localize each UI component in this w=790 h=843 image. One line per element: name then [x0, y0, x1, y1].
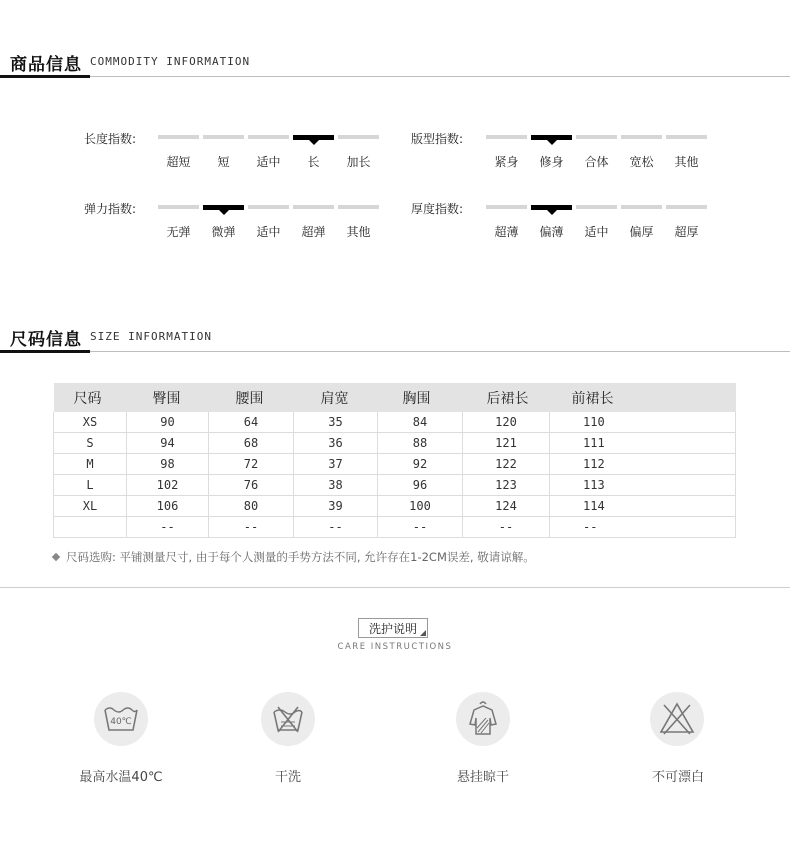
table-cell: 113	[550, 475, 736, 496]
index-option: 宽松	[629, 155, 654, 169]
index-option: 适中	[256, 225, 281, 239]
table-cell: 80	[209, 496, 294, 517]
index-marker	[666, 135, 707, 139]
table-cell: 76	[209, 475, 294, 496]
index-option: 偏厚	[629, 225, 654, 239]
table-row	[54, 496, 736, 517]
table-cell: 88	[378, 433, 463, 454]
table-cell: 122	[463, 454, 550, 475]
dry-clean-icon	[261, 692, 315, 746]
size-table-header: 肩宽	[294, 383, 378, 412]
care-label-dry-clean: 干洗	[274, 770, 301, 785]
index-marker	[203, 135, 244, 139]
index-label: 版型指数:	[411, 132, 464, 146]
index-marker	[576, 135, 617, 139]
index-marker-selected	[531, 205, 572, 210]
table-cell: 36	[294, 433, 378, 454]
table-cell: 111	[550, 433, 736, 454]
size-section-title: 尺码信息	[10, 330, 82, 350]
index-option: 超弹	[301, 225, 326, 239]
commodity-section-subtitle: COMMODITY INFORMATION	[90, 55, 251, 68]
index-marker	[158, 205, 199, 209]
table-cell: 92	[378, 454, 463, 475]
care-divider	[0, 587, 790, 588]
table-cell	[54, 517, 127, 538]
commodity-section-header	[0, 50, 790, 80]
no-bleach-icon	[650, 692, 704, 746]
table-cell: --	[294, 517, 378, 538]
diamond-bullet-icon	[52, 553, 60, 561]
table-cell: 94	[127, 433, 209, 454]
size-note	[53, 549, 535, 565]
size-table-header: 尺码	[54, 383, 127, 412]
index-label: 弹力指数:	[84, 202, 137, 216]
table-cell: 72	[209, 454, 294, 475]
index-marker	[158, 135, 199, 139]
table-cell: 102	[127, 475, 209, 496]
index-option: 加长	[346, 155, 371, 169]
index-option: 紧身	[494, 155, 519, 169]
table-row	[54, 517, 736, 538]
wash-temperature-text: 40℃	[110, 717, 132, 727]
section-divider	[0, 76, 790, 77]
index-marker	[621, 205, 662, 209]
care-label-hang-dry: 悬挂晾干	[456, 770, 509, 785]
table-cell: 35	[294, 412, 378, 433]
section-divider	[0, 351, 790, 352]
table-cell: 106	[127, 496, 209, 517]
size-table-header: 臀围	[127, 383, 209, 412]
table-cell: L	[54, 475, 127, 496]
size-table-header: 后裙长	[463, 383, 550, 412]
index-marker	[248, 205, 289, 209]
table-cell: --	[209, 517, 294, 538]
table-row	[54, 475, 736, 496]
size-note-text: 尺码选购: 平铺测量尺寸, 由于每个人测量的手势方法不同, 允许存在1-2CM误差, 敬请谅解。	[66, 550, 535, 564]
table-cell: 68	[209, 433, 294, 454]
index-marker	[486, 205, 527, 209]
wash-40-icon	[94, 692, 148, 746]
index-label: 长度指数:	[84, 132, 137, 146]
index-option: 其他	[674, 155, 699, 169]
index-marker	[293, 205, 334, 209]
index-label: 厚度指数:	[411, 202, 464, 216]
index-option: 合体	[584, 155, 609, 169]
index-option: 微弹	[211, 225, 236, 239]
table-cell: XS	[54, 412, 127, 433]
table-cell: 98	[127, 454, 209, 475]
table-cell: 38	[294, 475, 378, 496]
table-row	[54, 412, 736, 433]
table-cell: 100	[378, 496, 463, 517]
table-cell: 39	[294, 496, 378, 517]
table-cell: 123	[463, 475, 550, 496]
table-cell: 124	[463, 496, 550, 517]
index-marker	[486, 135, 527, 139]
table-cell: 64	[209, 412, 294, 433]
table-cell: --	[463, 517, 550, 538]
size-section-header	[0, 325, 790, 355]
table-cell: 110	[550, 412, 736, 433]
index-option: 超厚	[674, 225, 699, 239]
index-option: 短	[217, 155, 230, 169]
table-cell: 112	[550, 454, 736, 475]
index-marker-selected	[293, 135, 334, 140]
index-marker-selected	[531, 135, 572, 140]
size-table-header: 前裙长	[550, 383, 736, 412]
table-cell: --	[550, 517, 736, 538]
care-section-subtitle: CARE INSTRUCTIONS	[337, 642, 453, 652]
table-cell: S	[54, 433, 127, 454]
size-table-header-row	[54, 383, 736, 412]
index-option: 长	[307, 155, 320, 169]
index-marker	[621, 135, 662, 139]
index-marker	[338, 205, 379, 209]
index-marker	[576, 205, 617, 209]
table-cell: --	[378, 517, 463, 538]
care-label-wash-temp: 最高水温40℃	[79, 770, 163, 785]
size-section-subtitle: SIZE INFORMATION	[90, 330, 212, 343]
index-marker	[338, 135, 379, 139]
size-table-header: 腰围	[209, 383, 294, 412]
commodity-section-title: 商品信息	[10, 55, 82, 75]
table-cell: 96	[378, 475, 463, 496]
table-row	[54, 433, 736, 454]
table-cell: 114	[550, 496, 736, 517]
section-accent-bar	[0, 75, 90, 78]
table-cell: 84	[378, 412, 463, 433]
index-option: 修身	[539, 155, 564, 169]
index-option: 适中	[584, 225, 609, 239]
index-option: 无弹	[166, 225, 191, 239]
table-cell: XL	[54, 496, 127, 517]
index-option: 超薄	[494, 225, 519, 239]
table-cell: 121	[463, 433, 550, 454]
table-cell: 90	[127, 412, 209, 433]
table-row	[54, 454, 736, 475]
care-section-title: 洗护说明	[358, 618, 428, 638]
table-cell: 120	[463, 412, 550, 433]
size-table-header: 胸围	[378, 383, 463, 412]
index-option: 适中	[256, 155, 281, 169]
table-cell: 37	[294, 454, 378, 475]
table-cell: M	[54, 454, 127, 475]
index-option: 偏薄	[539, 225, 564, 239]
index-marker-selected	[203, 205, 244, 210]
hang-dry-icon	[456, 692, 510, 746]
section-accent-bar	[0, 350, 90, 353]
table-cell: --	[127, 517, 209, 538]
index-marker	[666, 205, 707, 209]
index-marker	[248, 135, 289, 139]
index-option: 超短	[166, 155, 191, 169]
size-table	[53, 383, 736, 538]
index-option: 其他	[346, 225, 371, 239]
care-label-no-bleach: 不可漂白	[651, 770, 704, 785]
